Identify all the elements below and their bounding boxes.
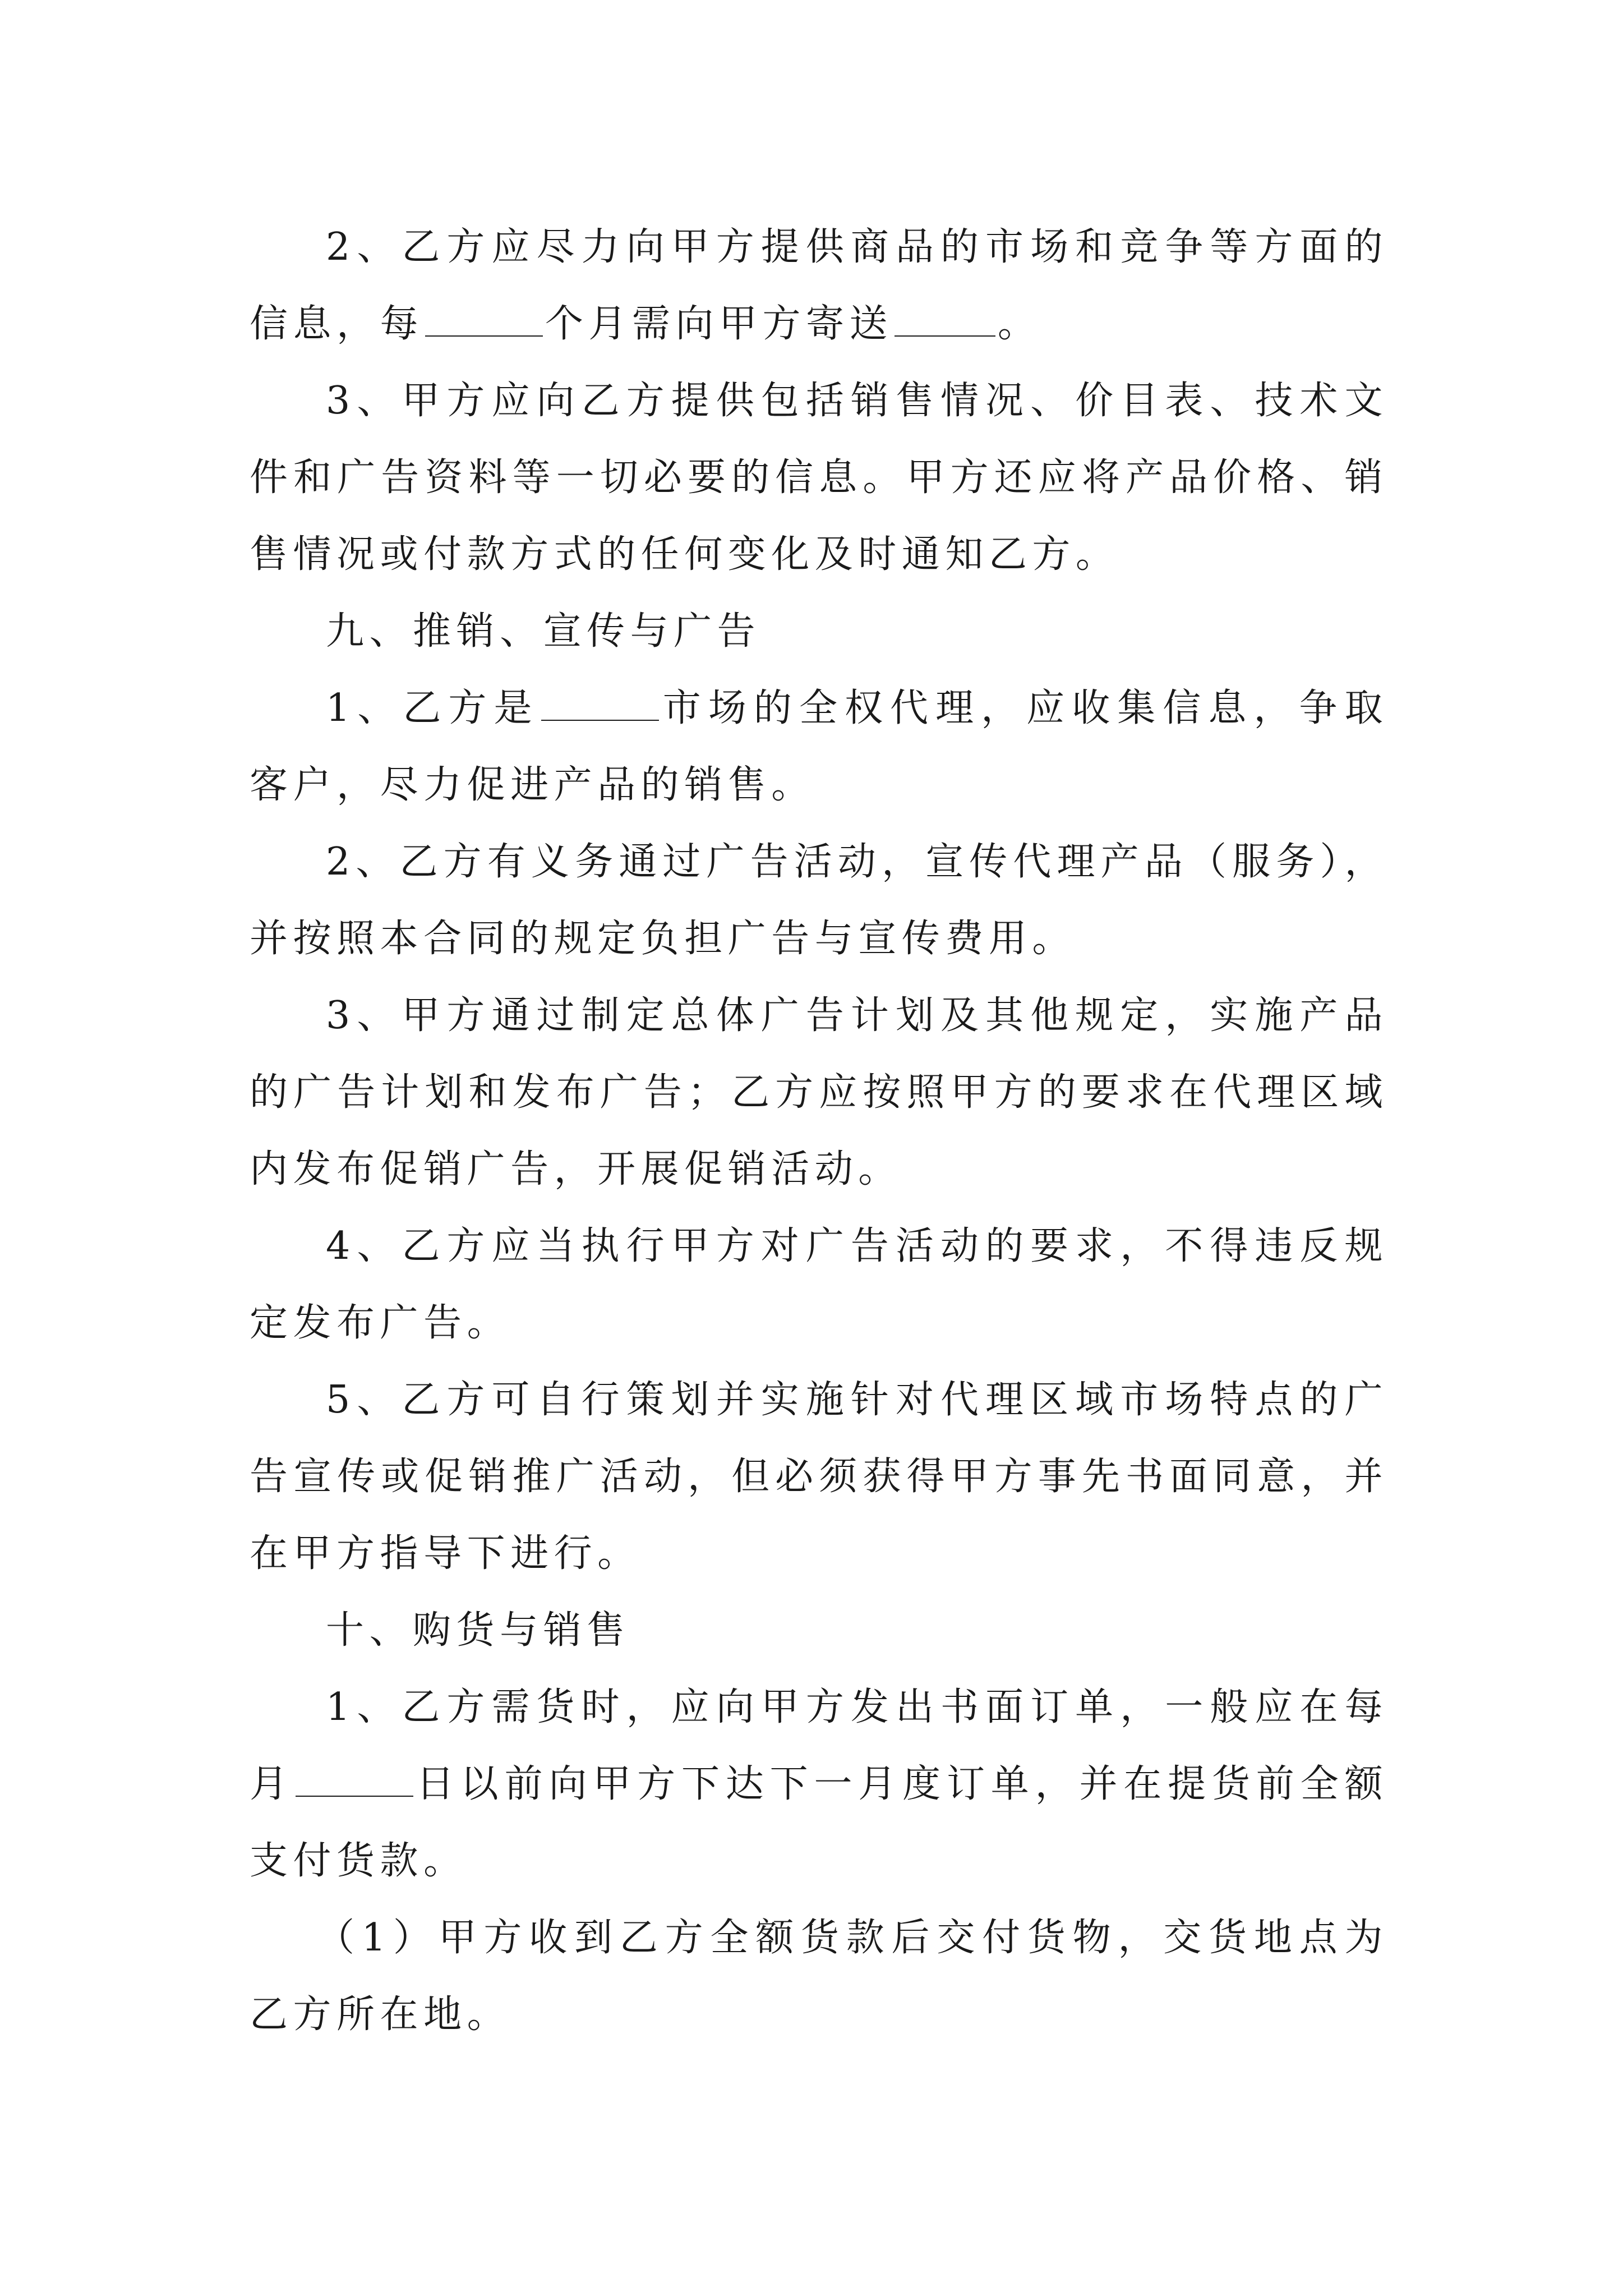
paragraph-promotion-5: 5、乙方可自行策划并实施针对代理区域市场特点的广告宣传或促销推广活动，但必须获得甲方事先书面同意，并在甲方指导下进行。 — [250, 1378, 1388, 1576]
paragraph-promotion-3: 3、甲方通过制定总体广告计划及其他规定，实施产品的广告计划和发布广告；乙方应按照甲方的要求在代理区域内发布促销广告，开展促销活动。 — [250, 993, 1388, 1191]
document-body — [250, 209, 1388, 2053]
paragraph-info-provision-2 — [250, 209, 1388, 362]
paragraph-promotion-1 — [250, 670, 1388, 823]
paragraph-text: 日以前向甲方下达下一月度订单，并在提货前全额支付货款。 — [250, 1762, 1388, 1883]
paragraph-text: 市场的全权代理，应收集信息，争取客户，尽力促进产品的销售。 — [250, 686, 1388, 807]
blank-field-day — [296, 1759, 413, 1797]
blank-field-market — [541, 683, 659, 721]
paragraph-text: 2、乙方应尽力向甲方提供商品的市场和竞争等方面的信息，每 — [250, 225, 1388, 346]
paragraph-purchase-1 — [250, 1669, 1388, 1899]
section-heading-purchase-sales: 十、购货与销售 — [326, 1608, 630, 1653]
paragraph-promotion-4: 4、乙方应当执行甲方对广告活动的要求，不得违反规定发布广告。 — [250, 1224, 1388, 1345]
paragraph-promotion-2: 2、乙方有义务通过广告活动，宣传代理产品（服务），并按照本合同的规定负担广告与宣传费用。 — [250, 840, 1388, 961]
blank-field-months — [425, 299, 543, 337]
paragraph-text: 个月需向甲方寄送 — [545, 302, 893, 346]
paragraph-text: 。 — [997, 302, 1041, 346]
paragraph-text: 1、乙方需货时，应向甲方发出书面订单，一般应在每月 — [250, 1685, 1388, 1806]
paragraph-purchase-1-sub-1: （1）甲方收到乙方全额货款后交付货物，交货地点为乙方所在地。 — [250, 1916, 1388, 2037]
paragraph-info-provision-3: 3、甲方应向乙方提供包括销售情况、价目表、技术文件和广告资料等一切必要的信息。甲方还应将产品价格、销售情况或付款方式的任何变化及时通知乙方。 — [250, 379, 1388, 577]
section-heading-promotion: 九、推销、宣传与广告 — [326, 609, 761, 654]
paragraph-text: 1、乙方是 — [326, 686, 540, 730]
blank-field-documents — [895, 299, 995, 337]
